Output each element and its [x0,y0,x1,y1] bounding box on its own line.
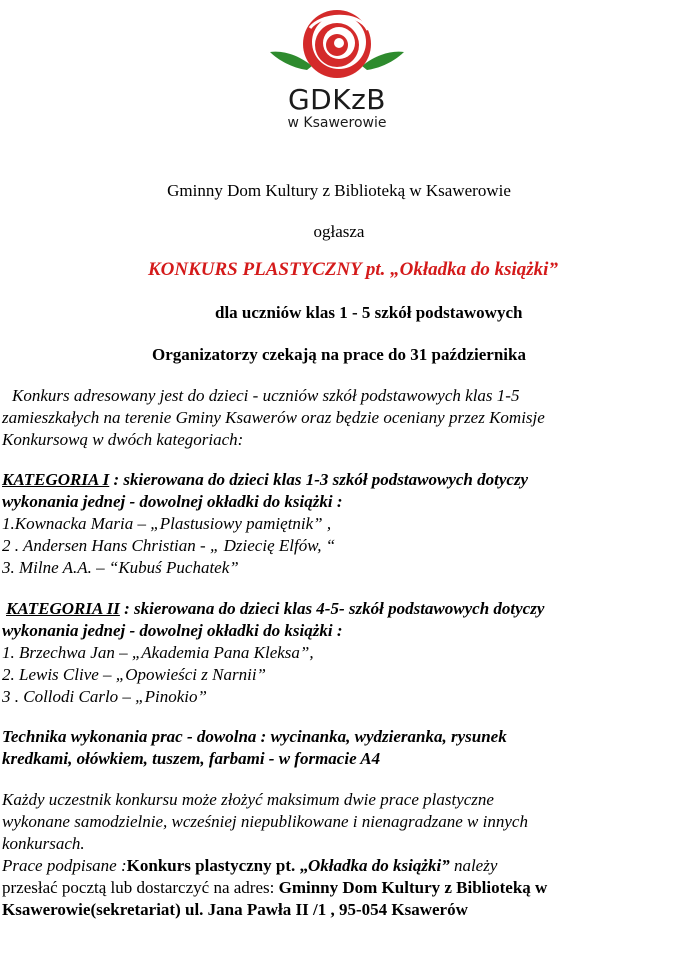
category-2-desc: : skierowana do dzieci klas 4-5- szkół podstawowych dotyczy [119,599,545,618]
submission-line-2 [2,878,547,898]
intro-line-3: Konkursową w dwóch kategoriach: [2,430,244,449]
category-1-heading [2,470,528,490]
category-2-item-3: 3 . Collodi Carlo – „Pinokio” [2,687,207,706]
submission-name-bold: Konkurs plastyczny pt. „ [126,856,309,875]
deadline-text: Organizatorzy czekają na prace do 31 października [152,345,526,364]
organizer-name: Gminny Dom Kultury z Biblioteką w Ksawerowie [167,181,511,200]
category-2-desc-2: wykonania jednej - dowolnej okładki do książki : [2,621,343,640]
category-1-desc-2: wykonania jednej - dowolnej okładki do książki : [2,492,343,511]
announces-text: ogłasza [313,222,365,241]
gdkzb-logo [262,8,412,133]
category-1-item-1: 1.Kownacka Maria – „Plastusiowy pamiętnik” , [2,514,332,533]
rules-line-1: Każdy uczestnik konkursu może złożyć maksimum dwie prace plastyczne [2,790,494,809]
logo-title: GDKzB [287,83,387,116]
rules-line-3: konkursach. [2,834,85,853]
submission-suffix: należy [449,856,498,875]
audience-text: dla uczniów klas 1 - 5 szkół podstawowych [215,303,523,322]
rules-line-2: wykonane samodzielnie, wcześniej niepublikowane i nienagradzane w innych [2,812,528,831]
submission-prefix: Prace podpisane : [2,856,127,875]
category-1-item-2: 2 . Andersen Hans Christian - „ Dziecię Elfów, “ [2,536,336,555]
technique-line-1: Technika wykonania prac - dowolna : wycinanka, wydzieranka, rysunek [2,727,507,746]
submission-name-italic: Okładka do książki” [308,856,450,875]
intro-line-1: Konkurs adresowany jest do dzieci - uczniów szkół podstawowych klas 1-5 [12,386,520,405]
category-2-heading [6,599,544,619]
technique-line-2: kredkami, ołówkiem, tuszem, farbami - w formacie A4 [2,749,381,768]
category-1-desc: : skierowana do dzieci klas 1-3 szkół podstawowych dotyczy [109,470,529,489]
submission-line-2-regular: przesłać pocztą lub dostarczyć na adres: [2,878,279,897]
contest-title: KONKURS PLASTYCZNY pt. „Okładka do książki” [148,259,558,280]
category-2-item-2: 2. Lewis Clive – „Opowieści z Narnii” [2,665,266,684]
category-1-item-3: 3. Milne A.A. – “Kubuś Puchatek” [2,558,239,577]
submission-line-1 [2,856,497,876]
logo-subtitle: w Ksawerowie [287,115,387,131]
category-2-label: KATEGORIA II [6,599,120,618]
submission-line-2-bold: Gminny Dom Kultury z Biblioteką w [278,878,548,897]
submission-address: Ksawerowie(sekretariat) ul. Jana Pawła II /1 , 95-054 Ksawerów [2,900,468,919]
category-1-label: KATEGORIA I [2,470,110,489]
rose-logo-icon [262,8,412,88]
intro-line-2: zamieszkałych na terenie Gminy Ksawerów oraz będzie oceniany przez Komisje [2,408,545,427]
category-2-item-1: 1. Brzechwa Jan – „Akademia Pana Kleksa”, [2,643,314,662]
